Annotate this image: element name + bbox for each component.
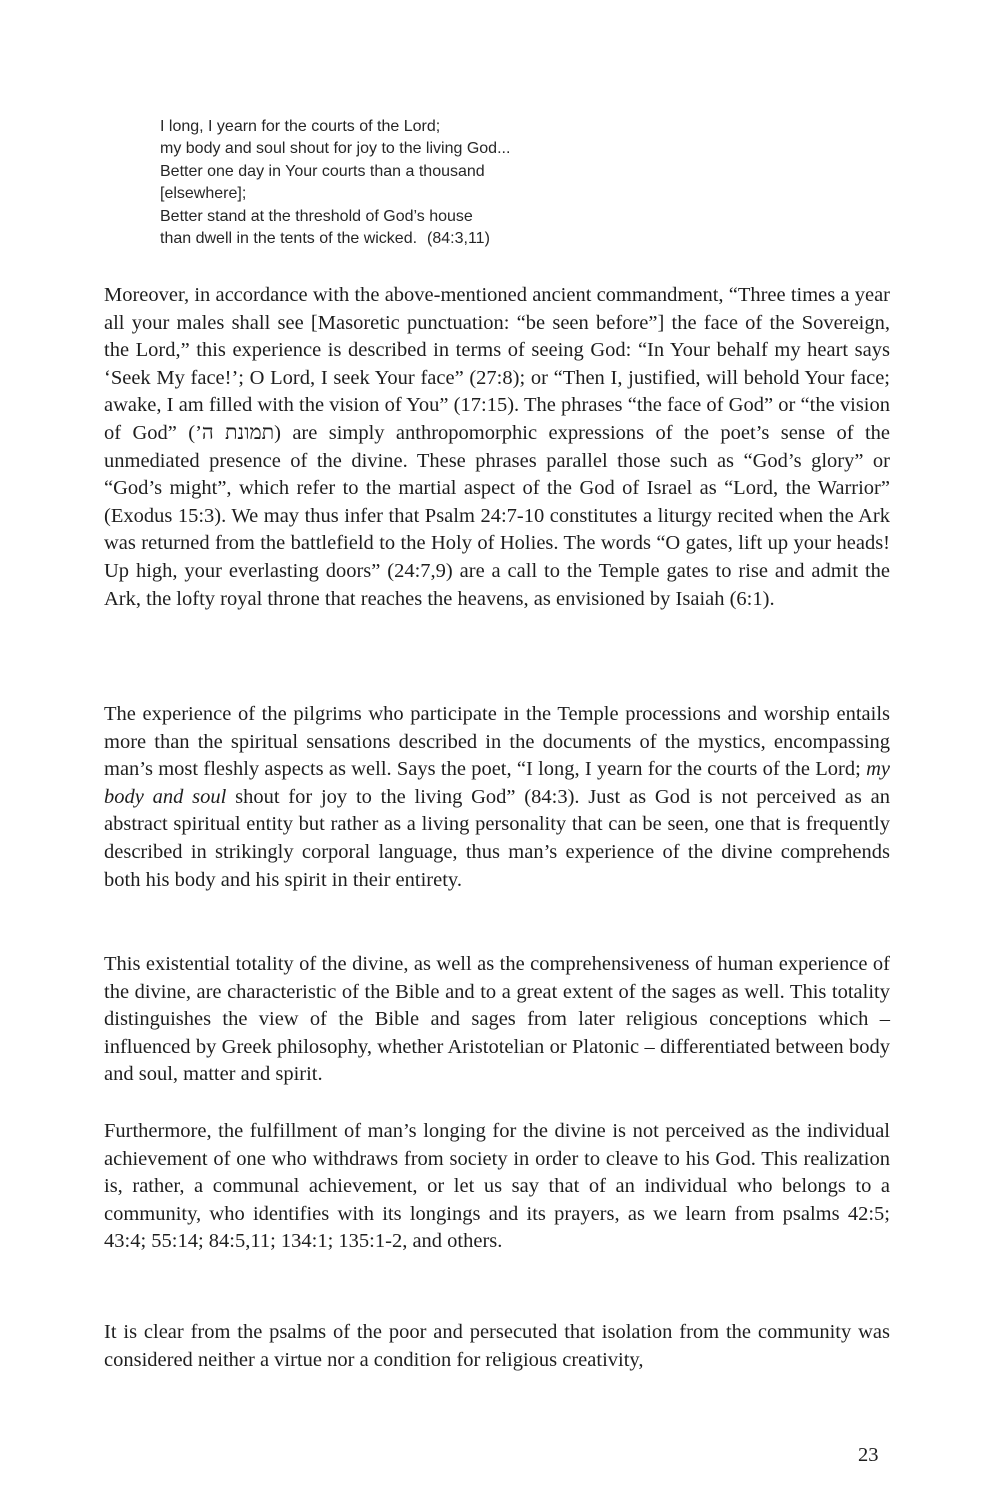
- quote-line-last: [160, 228, 680, 250]
- paragraph-text: Furthermore, the fulfillment of man’s longing for the divine is not perceived as the individual achievement of one who withdraws from society in order to cleave to his God. This realization is, rather, a communal achievement, or let us say that of an individual who belongs to a community, who identifies with its longings and its prayers, as we learn from psalms 42:5; 43:4; 55:14; 84:5,11; 134:1; 135:1-2, and others.: [104, 1120, 890, 1253]
- page-number: 23: [858, 1444, 879, 1466]
- quote-line: I long, I yearn for the courts of the Lord;: [160, 118, 441, 135]
- paragraph-text: The experience of the pilgrims who participate in the Temple processions and worship entails more than the spiritual sensations described in the documents of the mystics, encompassing man’s most fleshly aspects as well. Says the poet, “I long, I yearn for the courts of the Lord;: [104, 703, 890, 781]
- paragraph-text: Moreover, in accordance with the above-mentioned ancient commandment, “Three times a year all your males shall see [Masoretic punctuation: “be seen before”] the face of the Sovereign, the Lord,” this experience is described in terms of seeing God: “In Your behalf my heart says ‘Seek My face!’; O Lord, I seek Your face” (27:8); or “Then I, justified, will behold Your face; awake, I am filled with the vision of You” (17:15). The phrases “the face of God” or “the vision of God” (: [104, 284, 890, 444]
- quote-line-text: than dwell in the tents of the wicked.: [160, 230, 418, 248]
- psalm-quote-block: [160, 116, 680, 250]
- paragraph-text: ) are simply anthropomorphic expressions of the poet’s sense of the unmediated presence of the divine. These phrases parallel those such as “God’s glory” or “God’s might”, which refer to the martial aspect of the God of Israel as “Lord, the Warrior” (Exodus 15:3). We may thus infer that Psalm 24:7-10 constitutes a liturgy recited when the Ark was returned from the battlefield to the Holy of Holies. The words “O gates, lift up your heads! Up high, your everlasting doors” (24:7,9) are a call to the Temple gates to rise and admit the Ark, the lofty royal throne that reaches the heavens, as envisioned by Isaiah (6:1).: [104, 421, 890, 610]
- paragraph-totality: [104, 951, 890, 1089]
- quote-line: Better stand at the threshold of God’s house: [160, 207, 473, 225]
- paragraph-communal: [104, 1118, 890, 1256]
- quote-line: my body and soul shout for joy to the living God...: [160, 140, 511, 158]
- paragraph-isolation: [104, 1319, 890, 1374]
- quote-line: Better one day in Your courts than a thousand: [160, 162, 485, 180]
- hebrew-phrase: תמונת ה’: [195, 421, 275, 444]
- italic-phrase: my body and soul: [104, 758, 890, 808]
- quote-line: [elsewhere];: [160, 185, 247, 203]
- quote-reference: (84:3,11): [427, 230, 490, 248]
- paragraph-text: shout for joy to the living God” (84:3). Just as God is not perceived as an abstract spiritual entity but rather as a living personality that can be seen, one that is frequently described in strikingly corporal language, thus man’s experience of the divine comprehends both his body and his spirit in their entirety.: [104, 785, 890, 891]
- paragraph-pilgrims: [104, 701, 890, 894]
- paragraph-text: This existential totality of the divine, as well as the comprehensiveness of human experience of the divine, are characteristic of the Bible and to a great extent of the sages as well. This totality distinguishes the view of the Bible and sages from later religious conceptions which – influenced by Greek philosophy, whether Aristotelian or Platonic – differentiated between body and soul, matter and spirit.: [104, 953, 890, 1086]
- paragraph-text: It is clear from the psalms of the poor and persecuted that isolation from the community was considered neither a virtue nor a condition for religious creativity,: [104, 1321, 890, 1371]
- paragraph-face-of-god: [104, 282, 890, 613]
